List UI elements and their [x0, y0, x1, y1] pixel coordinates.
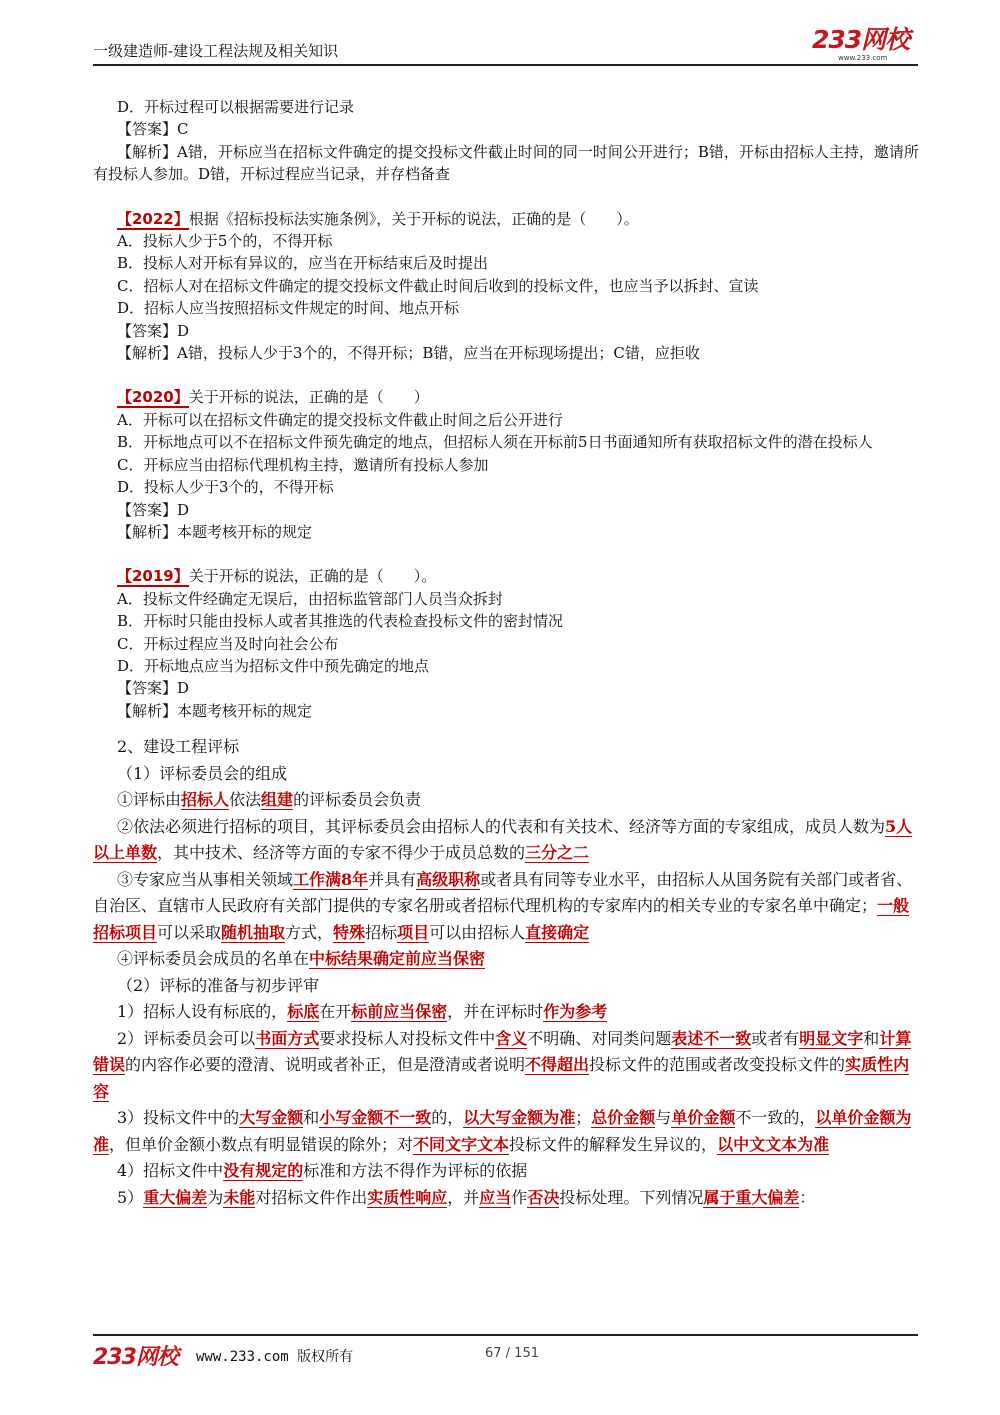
key-term: 作为参考: [543, 1002, 608, 1022]
key-term: 高级职称: [416, 869, 481, 889]
text-run: 3）投标文件中的: [117, 1108, 240, 1128]
footer-divider: [93, 1334, 918, 1336]
analysis: 【解析】本题考核开标的规定: [117, 701, 313, 720]
text-run: 或者有: [751, 1028, 800, 1048]
spacer: [93, 543, 923, 565]
text-run: 的评标委员会负责: [293, 790, 422, 810]
footer-copyright: www.233.com 版权所有: [196, 1349, 354, 1365]
key-term: 以单价金额为准: [93, 1108, 912, 1154]
analysis: 【解析】A错，投标人少于3个的，不得开标；B错，应当在开标现场提出；C错，应拒收: [117, 344, 700, 363]
paragraph: [93, 1026, 923, 1106]
text-run: ，其中技术、经济等方面的专家不得少于成员总数的: [157, 843, 526, 863]
option-a: A．投标文件经确定无误后，由招标监管部门人员当众拆封: [117, 589, 503, 608]
text-run: 的内容作必要的澄清、说明或者补正，但是澄清或者说明: [125, 1055, 526, 1075]
key-term: 组建: [261, 790, 294, 810]
year-tag: 【2022】: [117, 209, 189, 228]
key-term: 未能: [223, 1187, 256, 1207]
text-run: 的，: [431, 1108, 464, 1128]
key-term: 重大偏差: [143, 1187, 208, 1207]
paragraph: [93, 814, 923, 867]
question-stem: 【2019】关于开标的说法，正确的是（ ）。: [117, 567, 437, 586]
answer: 【答案】D: [117, 500, 190, 519]
key-term: 中标结果确定前应当保密: [309, 949, 486, 969]
text-run: 为: [207, 1187, 224, 1207]
spacer: [93, 186, 923, 208]
text-run: 方式，: [285, 922, 334, 942]
header-title: 一级建造师-建设工程法规及相关知识: [93, 42, 339, 60]
footer-logo: 233网校: [93, 1345, 178, 1370]
subsection-title: （1）评标委员会的组成: [117, 763, 288, 783]
key-term: 以中文文本为准: [717, 1134, 830, 1154]
year-tag: 【2020】: [117, 388, 189, 407]
option-d: D．招标人应当按照招标文件规定的时间、地点开标: [117, 299, 460, 318]
text-run: 和: [863, 1028, 880, 1048]
paragraph: [93, 1185, 923, 1212]
option-d: D．开标过程可以根据需要进行记录: [117, 98, 355, 116]
text-run: 和: [303, 1108, 320, 1128]
option-a: A．投标人少于5个的，不得开标: [117, 232, 333, 251]
brand-logo-text: 233网校: [812, 25, 910, 54]
option-c: C．招标人对在招标文件确定的提交投标文件截止时间后收到的投标文件，也应当予以拆封、宣读: [117, 276, 759, 295]
key-term: 属于重大偏差: [703, 1187, 800, 1207]
question-prev: [93, 96, 923, 186]
option-b: B．投标人对开标有异议的，应当在开标结束后及时提出: [117, 254, 489, 273]
text-run: ，并: [447, 1187, 480, 1207]
text-run: ④评标委员会成员的名单在: [117, 949, 310, 969]
key-term: 书面方式: [255, 1028, 320, 1048]
text-run: ，并在评标时: [447, 1002, 544, 1022]
key-term: 没有规定的: [223, 1161, 304, 1181]
key-term: 标前应当保密: [351, 1002, 448, 1022]
key-term: 实质性响应: [367, 1187, 448, 1207]
option-c: C．开标过程应当及时向社会公布: [117, 634, 339, 653]
key-term: 总价金额: [591, 1108, 656, 1128]
key-term: 单价金额: [671, 1108, 736, 1128]
text-run: 要求投标人对投标文件中: [319, 1028, 496, 1048]
question-stem: 【2020】关于开标的说法，正确的是（ ）: [117, 388, 429, 407]
text-run: ，但单价金额小数点有明显错误的除外；对: [109, 1134, 414, 1154]
key-term: 标底: [287, 1002, 320, 1022]
text-run: 投标文件的范围或者改变投标文件的: [589, 1055, 846, 1075]
text-run: ：: [799, 1187, 816, 1207]
header-divider: [93, 64, 918, 66]
section-title: 2、建设工程评标: [117, 737, 240, 757]
text-run: 5）: [117, 1187, 144, 1207]
brand-logo-url: www.233.com: [838, 54, 888, 62]
answer: 【答案】C: [117, 120, 189, 139]
paragraph: [93, 1105, 923, 1158]
key-term: 计算错误: [93, 1028, 912, 1075]
key-term: 不得超出: [525, 1055, 590, 1075]
text-run: ②依法必须进行招标的项目，其评标委员会由招标人的代表和有关技术、经济等方面的专家组成，成员人数为: [117, 816, 886, 836]
text-run: ；: [575, 1108, 592, 1128]
subsection-title: （2）评标的准备与初步评审: [117, 975, 320, 995]
key-term: 明显文字: [799, 1028, 864, 1048]
page-number: 67 / 151: [485, 1346, 539, 1361]
answer: 【答案】D: [117, 321, 190, 340]
key-term: 直接确定: [525, 922, 590, 942]
key-term: 以大写金额为准: [463, 1108, 576, 1128]
key-term: 不同文字文本: [413, 1134, 510, 1154]
paragraph: [93, 999, 923, 1026]
option-b: B．开标时只能由投标人或者其推选的代表检查投标文件的密封情况: [117, 612, 564, 631]
text-run: 依法: [229, 790, 262, 810]
text-run: 可以采取: [157, 922, 222, 942]
key-term: 特殊: [333, 922, 366, 942]
option-d: D．开标地点应当为招标文件中预先确定的地点: [117, 656, 430, 675]
text-run: 对招标文件作出: [255, 1187, 368, 1207]
analysis: 【解析】本题考核开标的规定: [117, 522, 313, 541]
text-run: 不一致的，: [735, 1108, 816, 1128]
page-content: [93, 96, 923, 1211]
key-term: 一般招标项目: [93, 896, 910, 942]
question-2019: [93, 565, 923, 722]
brand-logo: [812, 26, 922, 64]
text-run: 1）招标人设有标底的，: [117, 1002, 288, 1022]
text-run: 并具有: [368, 869, 417, 889]
text-run: 作: [511, 1187, 528, 1207]
text-run: ③专家应当从事相关领域: [117, 869, 294, 889]
key-term: 实质性内容: [93, 1055, 910, 1101]
key-term: 表述不一致: [671, 1028, 752, 1048]
key-term: 含义: [495, 1028, 528, 1048]
key-term: 工作满8年: [293, 869, 369, 889]
key-term: 随机抽取: [221, 922, 286, 942]
option-c: C．开标应当由招标代理机构主持，邀请所有投标人参加: [117, 455, 489, 474]
text-run: 投标处理。下列情况: [559, 1187, 704, 1207]
key-term: 三分之二: [525, 843, 590, 863]
text-run: 可以由招标人: [429, 922, 526, 942]
text-run: 或者具有同等专业水平，由招标人从国务院有关部门或者省、自治区、直辖市人民政府有关部门提供的专家名册或者招标代理机构的专家库内的相关专业的专家名单中确定；: [93, 869, 913, 916]
paragraph: [93, 867, 923, 947]
text-run: 招标: [365, 922, 398, 942]
text-run: 4）招标文件中: [117, 1161, 224, 1181]
text-run: 投标文件的解释发生异议的，: [509, 1134, 718, 1154]
question-stem: 【2022】根据《招标投标法实施条例》，关于开标的说法，正确的是（ ）。: [117, 209, 639, 228]
key-term: 否决: [527, 1187, 560, 1207]
text-run: 与: [655, 1108, 672, 1128]
key-term: 项目: [397, 922, 430, 942]
key-term: 5人以上单数: [93, 816, 913, 863]
text-run: 2）评标委员会可以: [117, 1028, 256, 1048]
option-b: B．开标地点可以不在招标文件预先确定的地点，但招标人须在开标前5日书面通知所有获取招标文件的潜在投标人: [117, 433, 873, 452]
section-evaluation: [93, 734, 923, 1211]
key-term: 招标人: [181, 790, 230, 810]
text-run: ①评标由: [117, 790, 182, 810]
paragraph: [93, 787, 923, 814]
spacer: [93, 364, 923, 386]
key-term: 小写金额不一致: [319, 1108, 432, 1128]
option-a: A．开标可以在招标文件确定的提交投标文件截止时间之后公开进行: [117, 410, 563, 429]
answer: 【答案】D: [117, 679, 190, 698]
year-tag: 【2019】: [117, 567, 189, 586]
text-run: 标准和方法不得作为评标的依据: [303, 1161, 528, 1181]
paragraph: [93, 1158, 923, 1185]
text-run: 在开: [319, 1002, 352, 1022]
question-2020: [93, 386, 923, 543]
key-term: 应当: [479, 1187, 512, 1207]
key-term: 大写金额: [239, 1108, 304, 1128]
text-run: 不明确、对同类问题: [527, 1028, 672, 1048]
question-2022: [93, 208, 923, 365]
option-d: D．投标人少于3个的，不得开标: [117, 478, 334, 497]
analysis: 【解析】A错，开标应当在招标文件确定的提交投标文件截止时间的同一时间公开进行；B错，开标由招标人主持，邀请所有投标人参加。D错，开标过程应当记录，并存档备查: [93, 142, 919, 184]
paragraph: [93, 946, 923, 973]
